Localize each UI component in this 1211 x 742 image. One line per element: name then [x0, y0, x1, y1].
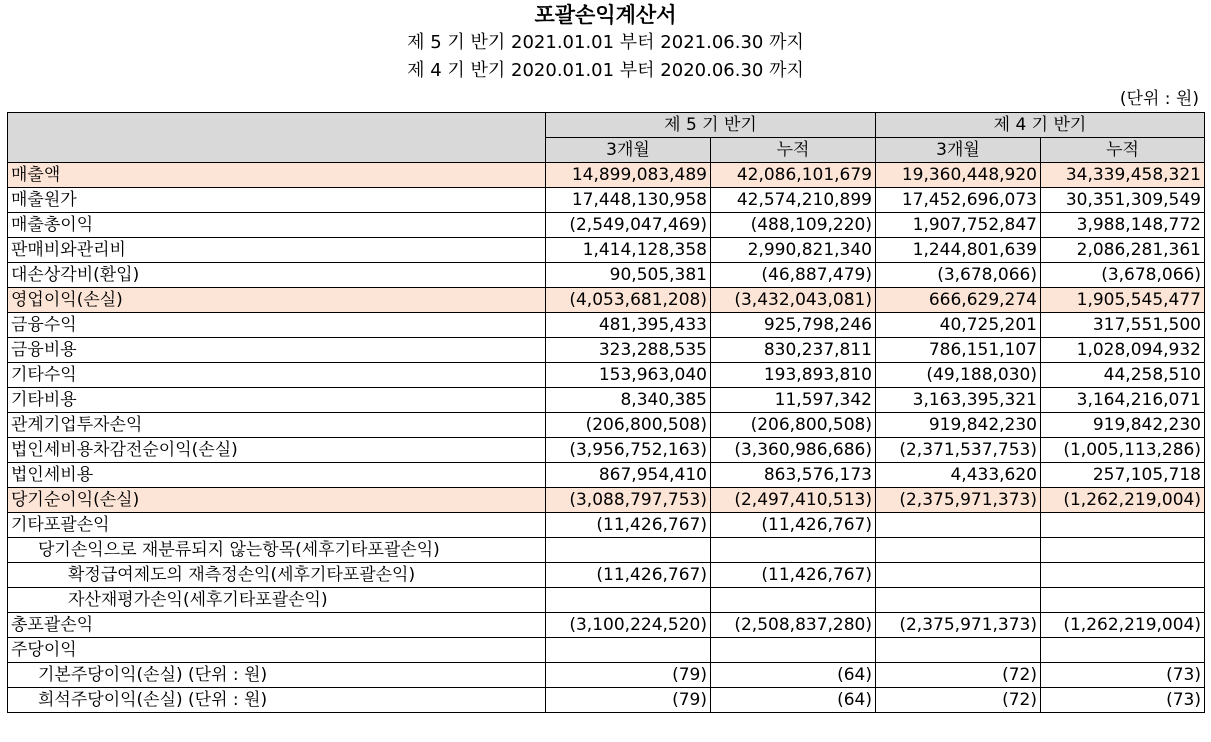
- table-row: [8, 263, 1205, 288]
- value-cell: (49,188,030): [876, 363, 1041, 388]
- value-cell: 1,028,094,932: [1041, 338, 1205, 363]
- value-cell: 40,725,201: [876, 313, 1041, 338]
- value-cell: 44,258,510: [1041, 363, 1205, 388]
- row-label: 매출원가: [8, 188, 546, 213]
- value-cell: 666,629,274: [876, 288, 1041, 313]
- value-cell: [1041, 588, 1205, 613]
- row-label: 법인세비용: [8, 463, 546, 488]
- value-cell: (1,262,219,004): [1041, 613, 1205, 638]
- value-cell: [876, 538, 1041, 563]
- value-cell: 867,954,410: [546, 463, 711, 488]
- value-cell: [876, 588, 1041, 613]
- table-row: [8, 463, 1205, 488]
- value-cell: (11,426,767): [546, 513, 711, 538]
- value-cell: 786,151,107: [876, 338, 1041, 363]
- value-cell: (79): [546, 663, 711, 688]
- value-cell: (206,800,508): [546, 413, 711, 438]
- row-label: 관계기업투자손익: [8, 413, 546, 438]
- header-sub-cell: 누적: [711, 138, 876, 163]
- value-cell: 34,339,458,321: [1041, 163, 1205, 188]
- value-cell: 8,340,385: [546, 388, 711, 413]
- value-cell: [546, 638, 711, 663]
- row-label: 기본주당이익(손실) (단위 : 원): [8, 663, 546, 688]
- value-cell: (64): [711, 663, 876, 688]
- table-row: [8, 388, 1205, 413]
- value-cell: [711, 638, 876, 663]
- row-label: 매출총이익: [8, 213, 546, 238]
- value-cell: 17,448,130,958: [546, 188, 711, 213]
- table-row: [8, 213, 1205, 238]
- value-cell: [1041, 513, 1205, 538]
- value-cell: 3,163,395,321: [876, 388, 1041, 413]
- header-group-prior: 제 4 기 반기: [876, 113, 1205, 138]
- value-cell: (64): [711, 688, 876, 713]
- table-row: [8, 188, 1205, 213]
- row-label: 금융비용: [8, 338, 546, 363]
- value-cell: (3,360,986,686): [711, 438, 876, 463]
- value-cell: 1,414,128,358: [546, 238, 711, 263]
- header-corner-cell: [8, 113, 546, 163]
- value-cell: (2,508,837,280): [711, 613, 876, 638]
- value-cell: 317,551,500: [1041, 313, 1205, 338]
- table-row: [8, 313, 1205, 338]
- table-row: [8, 163, 1205, 188]
- value-cell: (3,432,043,081): [711, 288, 876, 313]
- value-cell: [876, 638, 1041, 663]
- value-cell: 153,963,040: [546, 363, 711, 388]
- value-cell: (72): [876, 663, 1041, 688]
- value-cell: 42,574,210,899: [711, 188, 876, 213]
- value-cell: 17,452,696,073: [876, 188, 1041, 213]
- table-row: [8, 288, 1205, 313]
- value-cell: 42,086,101,679: [711, 163, 876, 188]
- table-row: [8, 688, 1205, 713]
- value-cell: (3,088,797,753): [546, 488, 711, 513]
- value-cell: (11,426,767): [546, 563, 711, 588]
- table-row: [8, 238, 1205, 263]
- value-cell: 323,288,535: [546, 338, 711, 363]
- value-cell: (4,053,681,208): [546, 288, 711, 313]
- value-cell: 257,105,718: [1041, 463, 1205, 488]
- table-row: [8, 613, 1205, 638]
- value-cell: (3,678,066): [1041, 263, 1205, 288]
- row-label: 기타수익: [8, 363, 546, 388]
- row-label: 당기손익으로 재분류되지 않는항목(세후기타포괄손익): [8, 538, 546, 563]
- row-label: 영업이익(손실): [8, 288, 546, 313]
- row-label: 매출액: [8, 163, 546, 188]
- table-row: [8, 413, 1205, 438]
- value-cell: (2,375,971,373): [876, 613, 1041, 638]
- header-sub-cell: 3개월: [546, 138, 711, 163]
- value-cell: [711, 588, 876, 613]
- header-row-groups: [8, 113, 1205, 138]
- unit-label: (단위 : 원): [1119, 89, 1199, 109]
- value-cell: 2,990,821,340: [711, 238, 876, 263]
- value-cell: 3,988,148,772: [1041, 213, 1205, 238]
- value-cell: (2,371,537,753): [876, 438, 1041, 463]
- value-cell: 2,086,281,361: [1041, 238, 1205, 263]
- value-cell: (3,100,224,520): [546, 613, 711, 638]
- value-cell: [876, 563, 1041, 588]
- row-label: 주당이익: [8, 638, 546, 663]
- value-cell: 919,842,230: [876, 413, 1041, 438]
- value-cell: (3,678,066): [876, 263, 1041, 288]
- period-current: 제 5 기 반기 2021.01.01 부터 2021.06.30 까지: [407, 32, 804, 53]
- value-cell: (46,887,479): [711, 263, 876, 288]
- value-cell: [1041, 638, 1205, 663]
- value-cell: [1041, 563, 1205, 588]
- value-cell: (1,005,113,286): [1041, 438, 1205, 463]
- row-label: 대손상각비(환입): [8, 263, 546, 288]
- value-cell: 919,842,230: [1041, 413, 1205, 438]
- row-label: 기타비용: [8, 388, 546, 413]
- row-label: 판매비와관리비: [8, 238, 546, 263]
- value-cell: 11,597,342: [711, 388, 876, 413]
- value-cell: (488,109,220): [711, 213, 876, 238]
- value-cell: (2,375,971,373): [876, 488, 1041, 513]
- table-row: [8, 563, 1205, 588]
- header-sub-cell: 누적: [1041, 138, 1205, 163]
- row-label: 당기순이익(손실): [8, 488, 546, 513]
- value-cell: 30,351,309,549: [1041, 188, 1205, 213]
- period-prior: 제 4 기 반기 2020.01.01 부터 2020.06.30 까지: [407, 60, 804, 81]
- value-cell: (73): [1041, 663, 1205, 688]
- table-row: [8, 538, 1205, 563]
- table-row: [8, 363, 1205, 388]
- table-row: [8, 488, 1205, 513]
- table-row: [8, 588, 1205, 613]
- value-cell: 4,433,620: [876, 463, 1041, 488]
- value-cell: 863,576,173: [711, 463, 876, 488]
- value-cell: 90,505,381: [546, 263, 711, 288]
- table-row: [8, 638, 1205, 663]
- row-label: 기타포괄손익: [8, 513, 546, 538]
- header-sub-cell: 3개월: [876, 138, 1041, 163]
- row-label: 금융수익: [8, 313, 546, 338]
- value-cell: (73): [1041, 688, 1205, 713]
- table-row: [8, 513, 1205, 538]
- value-cell: 1,244,801,639: [876, 238, 1041, 263]
- value-cell: 925,798,246: [711, 313, 876, 338]
- value-cell: (72): [876, 688, 1041, 713]
- income-statement-table: [7, 112, 1205, 713]
- value-cell: 830,237,811: [711, 338, 876, 363]
- value-cell: 14,899,083,489: [546, 163, 711, 188]
- value-cell: (206,800,508): [711, 413, 876, 438]
- value-cell: (3,956,752,163): [546, 438, 711, 463]
- row-label: 희석주당이익(손실) (단위 : 원): [8, 688, 546, 713]
- table-row: [8, 663, 1205, 688]
- header-group-current: 제 5 기 반기: [546, 113, 876, 138]
- table-row: [8, 438, 1205, 463]
- value-cell: 1,907,752,847: [876, 213, 1041, 238]
- value-cell: [1041, 538, 1205, 563]
- value-cell: (2,549,047,469): [546, 213, 711, 238]
- row-label: 자산재평가손익(세후기타포괄손익): [8, 588, 546, 613]
- value-cell: (1,262,219,004): [1041, 488, 1205, 513]
- row-label: 총포괄손익: [8, 613, 546, 638]
- value-cell: 3,164,216,071: [1041, 388, 1205, 413]
- value-cell: 481,395,433: [546, 313, 711, 338]
- statement-title: 포괄손익계산서: [534, 3, 677, 27]
- value-cell: (2,497,410,513): [711, 488, 876, 513]
- value-cell: [711, 538, 876, 563]
- value-cell: [546, 588, 711, 613]
- value-cell: 1,905,545,477: [1041, 288, 1205, 313]
- value-cell: 193,893,810: [711, 363, 876, 388]
- value-cell: 19,360,448,920: [876, 163, 1041, 188]
- row-label: 법인세비용차감전순이익(손실): [8, 438, 546, 463]
- value-cell: [876, 513, 1041, 538]
- value-cell: (11,426,767): [711, 563, 876, 588]
- value-cell: [546, 538, 711, 563]
- table-row: [8, 338, 1205, 363]
- value-cell: (79): [546, 688, 711, 713]
- value-cell: (11,426,767): [711, 513, 876, 538]
- row-label: 확정급여제도의 재측정손익(세후기타포괄손익): [8, 563, 546, 588]
